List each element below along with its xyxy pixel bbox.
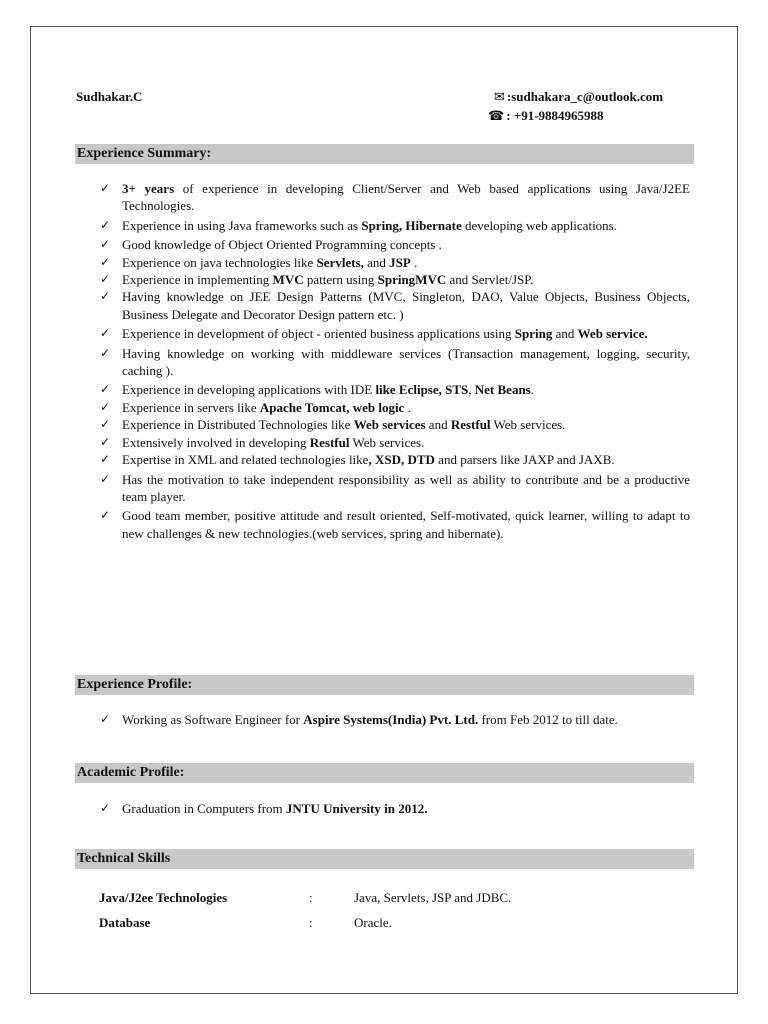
- check-icon: ✓: [100, 181, 111, 195]
- summary-item: ✓ Experience in Distributed Technologies like Web services and Restful Web services.: [100, 417, 566, 433]
- check-icon: ✓: [100, 272, 111, 287]
- technical-skills-table: [99, 885, 659, 935]
- experience-profile-list: [100, 710, 690, 729]
- profile-item: ✓ Working as Software Engineer for Aspire Systems(India) Pvt. Ltd. from Feb 2012 to till date.: [100, 712, 618, 727]
- summary-item: ✓ 3+ years of experience in developing Client/Server and Web based applications using Java/J2EE Technologies.: [100, 181, 690, 214]
- check-icon: ✓: [100, 471, 111, 486]
- check-icon: ✓: [100, 452, 111, 467]
- skill-row: [99, 885, 659, 910]
- academic-item: ✓ Graduation in Computers from JNTU University in 2012.: [100, 801, 428, 816]
- summary-item: ✓ Experience on java technologies like Servlets, and JSP .: [100, 254, 418, 270]
- envelope-icon: ✉: [494, 88, 505, 104]
- skill-separator: :: [309, 914, 313, 930]
- skill-value: Oracle.: [354, 914, 392, 930]
- check-icon: ✓: [100, 508, 111, 523]
- check-icon: ✓: [100, 712, 111, 726]
- check-icon: ✓: [100, 237, 111, 252]
- check-icon: ✓: [100, 289, 111, 304]
- candidate-name: Sudhakar.C: [76, 89, 143, 104]
- summary-item: ✓ Experience in servers like Apache Tomcat, web logic .: [100, 399, 411, 415]
- check-icon: ✓: [100, 399, 111, 414]
- skill-row: [99, 910, 659, 935]
- summary-item: ✓ Having knowledge on working with middleware services (Transaction management, logging, security, caching ).: [100, 345, 690, 379]
- summary-item: ✓ Experience in developing applications with IDE like Eclipse, STS, Net Beans.: [100, 382, 534, 398]
- experience-summary-list: [100, 180, 690, 542]
- summary-item: ✓ Having knowledge on JEE Design Patterns (MVC, Singleton, DAO, Value Objects, Business Objects, Business Delegate and Decorator Design pattern etc. ): [100, 289, 690, 322]
- skill-separator: :: [309, 889, 313, 905]
- check-icon: ✓: [100, 217, 111, 232]
- check-icon: ✓: [100, 254, 111, 269]
- academic-profile-list: [100, 799, 690, 818]
- phone-icon: ☎: [488, 107, 505, 123]
- summary-item: ✓ Extensively involved in developing Restful Web services.: [100, 434, 425, 450]
- skill-category: Database: [99, 914, 151, 930]
- skill-category: Java/J2ee Technologies: [99, 889, 228, 905]
- section-heading-experience-profile: Experience Profile:: [75, 675, 694, 695]
- phone-text: : +91-9884965988: [506, 107, 604, 123]
- summary-item: ✓ Good knowledge of Object Oriented Programming concepts .: [100, 237, 442, 253]
- section-heading-technical-skills: Technical Skills: [75, 849, 694, 869]
- summary-item: ✓ Has the motivation to take independent responsibility as well as ability to contribute and be a productive team player.: [100, 471, 690, 504]
- summary-item: ✓ Experience in implementing MVC pattern using SpringMVC and Servlet/JSP.: [100, 272, 534, 288]
- contact-block: [488, 87, 698, 125]
- check-icon: ✓: [100, 801, 111, 815]
- summary-item: ✓ Experience in using Java frameworks such as Spring, Hibernate developing web applications.: [100, 217, 617, 233]
- summary-item: ✓ Good team member, positive attitude and result oriented, Self-motivated, quick learner, willing to adapt to new challenges & new technologies.(web services, spring and hibernate).: [100, 508, 690, 541]
- email-text[interactable]: :sudhakara_c@outlook.com: [506, 88, 664, 104]
- email-row: [488, 87, 698, 106]
- summary-item: ✓ Expertise in XML and related technologies like, XSD, DTD and parsers like JAXP and JAXB.: [100, 452, 615, 468]
- check-icon: ✓: [100, 326, 111, 341]
- check-icon: ✓: [100, 417, 111, 432]
- check-icon: ✓: [100, 434, 111, 449]
- section-heading-experience-summary: Experience Summary:: [75, 144, 694, 164]
- phone-row: [488, 106, 698, 125]
- skill-value: Java, Servlets, JSP and JDBC.: [354, 889, 512, 905]
- summary-item: ✓ Experience in development of object - oriented business applications using Spring and Web service.: [100, 326, 648, 342]
- check-icon: ✓: [100, 345, 111, 360]
- check-icon: ✓: [100, 382, 111, 397]
- section-heading-academic-profile: Academic Profile:: [75, 763, 694, 783]
